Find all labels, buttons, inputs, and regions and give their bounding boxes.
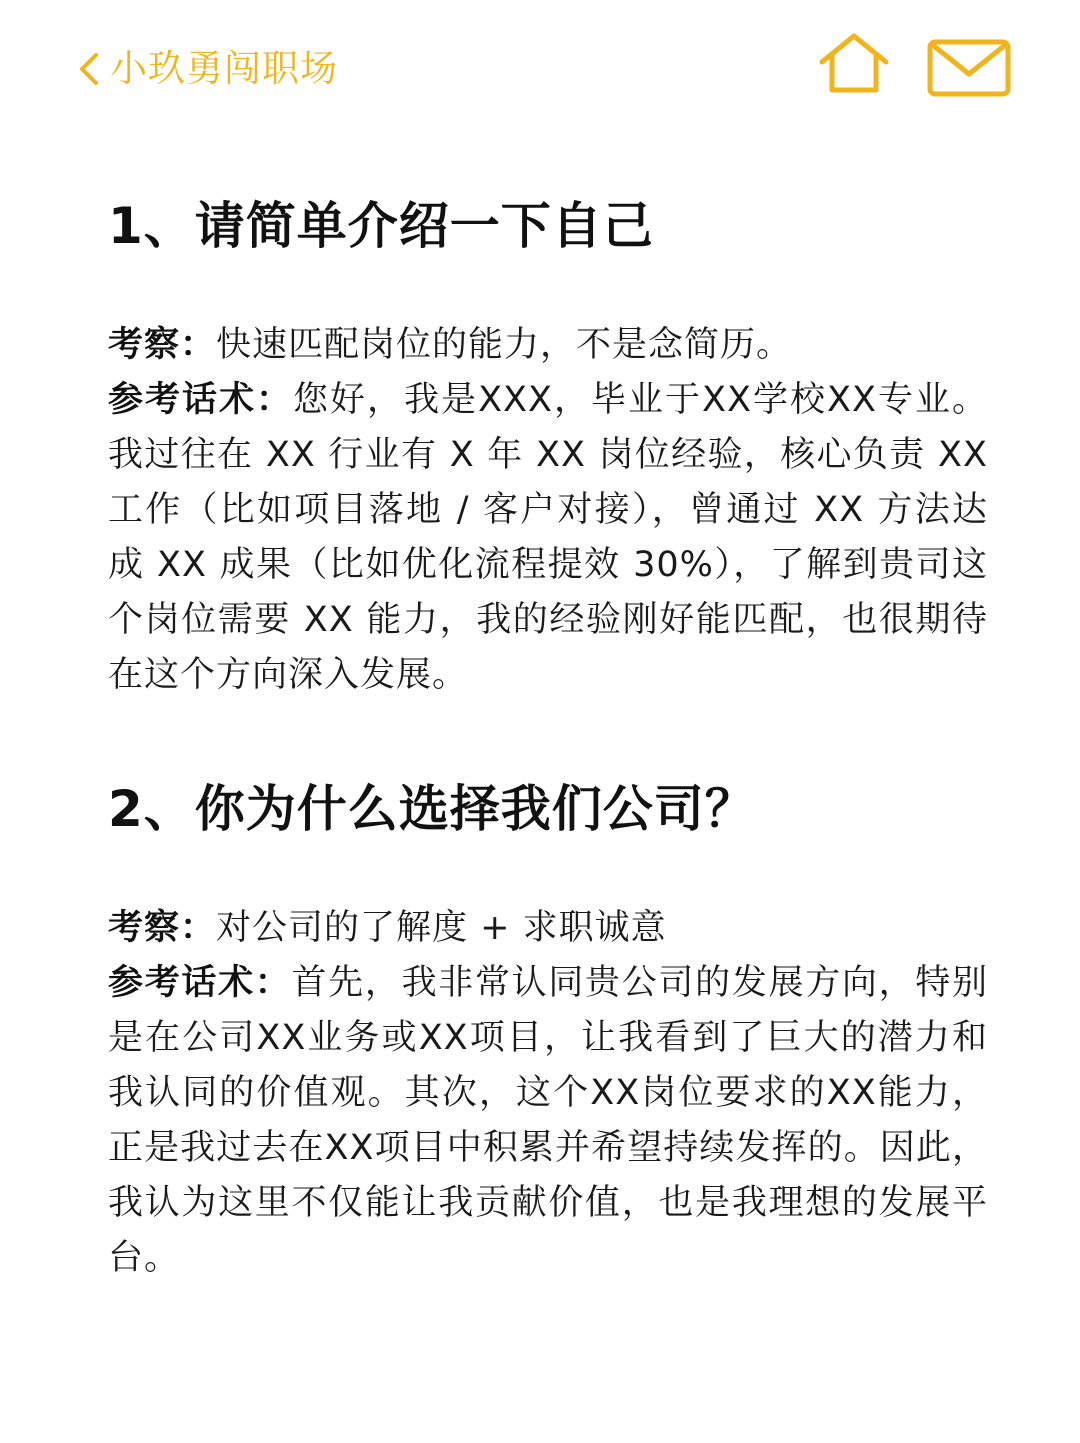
mail-button[interactable]: [926, 38, 1012, 98]
focus-text: 对公司的了解度 + 求职诚意: [216, 908, 667, 948]
focus-label: 考察：: [108, 908, 217, 948]
chevron-left-icon: [74, 49, 104, 89]
focus-text: 快速匹配岗位的能力，不是念简历。: [216, 325, 793, 365]
home-button[interactable]: [818, 32, 890, 96]
article-body: [108, 190, 988, 1286]
question-heading: 2、你为什么选择我们公司？: [108, 780, 756, 838]
script-text: 您好，我是XXX，毕业于XX学校XX专业。我过往在 XX 行业有 X 年 XX 岗位经验，核心负责 XX 工作（比如项目落地 / 客户对接），曾通过 XX 方法达成 XX 成果（比如优化流程提效 30%），了解到贵司这个岗位需要 XX 能力，我的经验刚好能匹配，也很期待在这个方向深入发展。: [108, 380, 988, 695]
answer-block: [108, 901, 988, 1286]
answer-block: [108, 318, 988, 703]
home-icon: [818, 32, 890, 96]
question-heading: 1、请简单介绍一下自己: [108, 197, 654, 255]
mail-icon: [926, 38, 1012, 98]
top-bar: [0, 0, 1080, 140]
account-name: 小玖勇闯职场: [110, 47, 338, 90]
focus-label: 考察：: [108, 325, 217, 365]
script-paragraph: [108, 373, 988, 703]
script-label: 参考话术：: [108, 380, 294, 420]
back-button[interactable]: [74, 44, 338, 94]
focus-line: [108, 318, 988, 373]
script-paragraph: [108, 956, 988, 1286]
script-label: 参考话术：: [108, 963, 292, 1003]
script-text: 首先，我非常认同贵公司的发展方向，特别是在公司XX业务或XX项目，让我看到了巨大的潜力和我认同的价值观。其次，这个XX岗位要求的XX能力，正是我过去在XX项目中积累并希望持续发挥的。因此，我认为这里不仅能让我贡献价值，也是我理想的发展平台。: [108, 963, 988, 1278]
focus-line: [108, 901, 988, 956]
